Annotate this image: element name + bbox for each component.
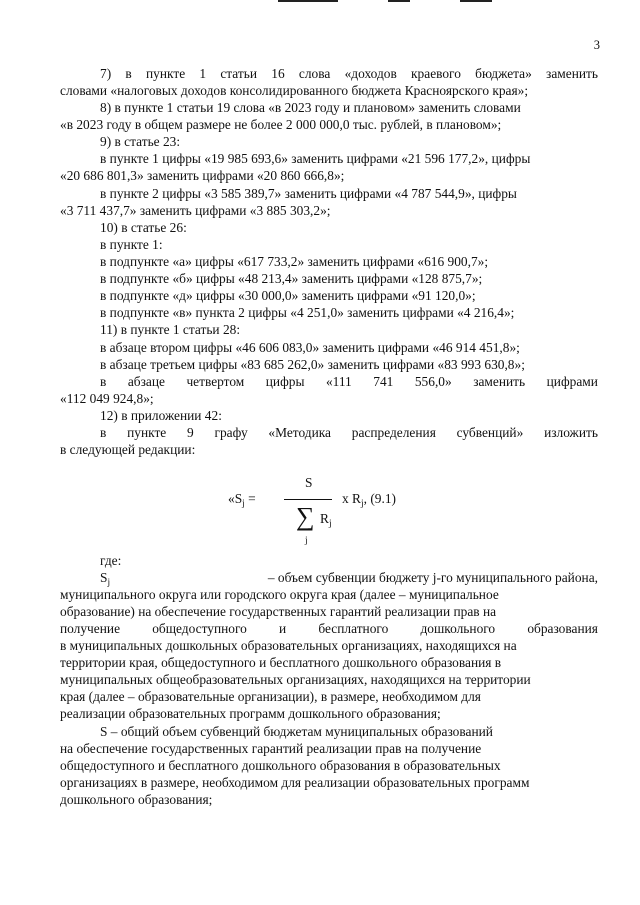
definition-line: дошкольного образования;	[60, 792, 213, 807]
definition-line: реализации образовательных программ дошкольного образования;	[60, 706, 441, 721]
word: 16	[271, 66, 285, 81]
definition-line: $S_j$ – объем субвенции бюджету j-го муниципального района,	[100, 570, 598, 588]
word: 556,0»	[414, 374, 452, 389]
paragraph-line: «в 2023 году в общем размере не более 2 000 000,0 тыс. рублей, в плановом»;	[60, 117, 502, 132]
word: 9	[187, 425, 194, 440]
paragraph-line: в подпункте «д» цифры «30 000,0» заменить цифрами «91 120,0»;	[100, 288, 476, 303]
paragraph-line: 9) в статье 23:	[100, 134, 181, 149]
top-rule	[278, 0, 338, 2]
paragraph-line: 8) в пункте 1 статьи 19 слова «в 2023 году и плановом» заменить словами	[100, 100, 521, 115]
word: «доходов	[344, 66, 397, 81]
paragraph-line: 10) в статье 26:	[100, 220, 187, 235]
word: 1	[199, 66, 207, 81]
word: в	[125, 66, 132, 81]
sum-symbol: ∑	[296, 502, 315, 531]
paragraph-line: в подпункте «б» цифры «48 213,4» заменить цифрами «128 875,7»;	[100, 271, 483, 286]
word: заменить	[473, 374, 526, 389]
definition-line: территории края, общедоступного и бесплатного дошкольного образования в	[60, 655, 502, 670]
definition-line: образование) на обеспечение государственных гарантий реализации прав на	[60, 604, 497, 619]
definition-line: общедоступного и бесплатного дошкольного образования в образовательных	[60, 758, 501, 773]
formula-lhs: «$S_j$ =	[228, 491, 256, 509]
word: получение	[60, 621, 121, 636]
word: пункте	[127, 425, 167, 440]
word: изложить	[544, 425, 598, 440]
formula-denominator: $R_j$	[320, 511, 332, 529]
paragraph-line: в подпункте «а» цифры «617 733,2» заменить цифрами «616 900,7»;	[100, 254, 489, 269]
word: слова	[298, 66, 331, 81]
paragraph-line: в абзаце третьем цифры «83 685 262,0» заменить цифрами «83 993 630,8»;	[100, 357, 525, 372]
paragraph-line	[100, 374, 598, 390]
paragraph-line: в подпункте «в» пункта 2 цифры «4 251,0» заменить цифрами «4 216,4»;	[100, 305, 515, 320]
word: цифрами	[546, 374, 598, 389]
word: общедоступного	[152, 621, 247, 636]
paragraph-line: в пункте 1 цифры «19 985 693,6» заменить цифрами «21 596 177,2», цифры	[100, 151, 531, 166]
paragraph-line: 12) в приложении 42:	[100, 408, 222, 423]
page-number: 3	[593, 38, 600, 52]
word: бюджета»	[475, 66, 532, 81]
definition-line: края (далее – образовательные организации), в размере, необходимом для	[60, 689, 481, 704]
definition-line: в муниципальных дошкольных образовательных организациях, находящихся на	[60, 638, 517, 653]
top-rule	[460, 0, 492, 2]
formula-numerator: S	[305, 475, 313, 490]
definition-line: S – общий объем субвенций бюджетам муниципальных образований	[100, 724, 493, 739]
paragraph-line	[100, 425, 598, 441]
definition-line: организациях в размере, необходимом для реализации образовательных программ	[60, 775, 530, 790]
word: «111	[325, 374, 352, 389]
word: «Методика	[268, 425, 332, 440]
word: субвенций»	[456, 425, 524, 440]
top-rule	[388, 0, 410, 2]
word: графу	[214, 425, 248, 440]
word: четвертом	[186, 374, 245, 389]
word: краевого	[411, 66, 461, 81]
word: цифры	[265, 374, 305, 389]
word: заменить	[546, 66, 598, 81]
formula-rhs: x $R_j$, (9.1)	[342, 491, 396, 509]
paragraph-line: 11) в пункте 1 статьи 28:	[100, 322, 241, 337]
word: бесплатного	[318, 621, 389, 636]
paragraph-line: в абзаце втором цифры «46 606 083,0» заменить цифрами «46 914 451,8»;	[100, 340, 520, 355]
definition-line: муниципальных общеобразовательных организациях, находящихся на территории	[60, 672, 531, 687]
word: распределения	[351, 425, 436, 440]
paragraph-line: в следующей редакции:	[60, 442, 196, 457]
word: в	[100, 374, 107, 389]
definition-line: муниципального округа или городского округа края (далее – муниципальное	[60, 587, 499, 602]
paragraph-line: «3 711 437,7» заменить цифрами «3 885 303,2»;	[60, 203, 331, 218]
word: образования	[527, 621, 598, 636]
paragraph-line: словами «налоговых доходов консолидированного бюджета Красноярского края»;	[60, 83, 529, 98]
paragraph-line: в пункте 1:	[100, 237, 163, 252]
word: статьи	[220, 66, 258, 81]
word: пункте	[145, 66, 186, 81]
word: дошкольного	[420, 621, 496, 636]
word: в	[100, 425, 107, 440]
word: 741	[373, 374, 394, 389]
fraction-bar	[284, 499, 332, 500]
paragraph-line: в пункте 2 цифры «3 585 389,7» заменить цифрами «4 787 544,9», цифры	[100, 186, 517, 201]
word: и	[279, 621, 287, 636]
paragraph-line: «20 686 801,3» заменить цифрами «20 860 666,8»;	[60, 168, 345, 183]
paragraph-line	[100, 66, 598, 82]
definition-line: на обеспечение государственных гарантий реализации прав на получение	[60, 741, 482, 756]
definition-line	[60, 621, 598, 637]
word: 7)	[100, 66, 112, 81]
paragraph-line: «112 049 924,8»;	[60, 391, 154, 406]
word: абзаце	[127, 374, 165, 389]
sum-index: j	[305, 536, 308, 546]
definitions-intro: где:	[100, 553, 122, 568]
